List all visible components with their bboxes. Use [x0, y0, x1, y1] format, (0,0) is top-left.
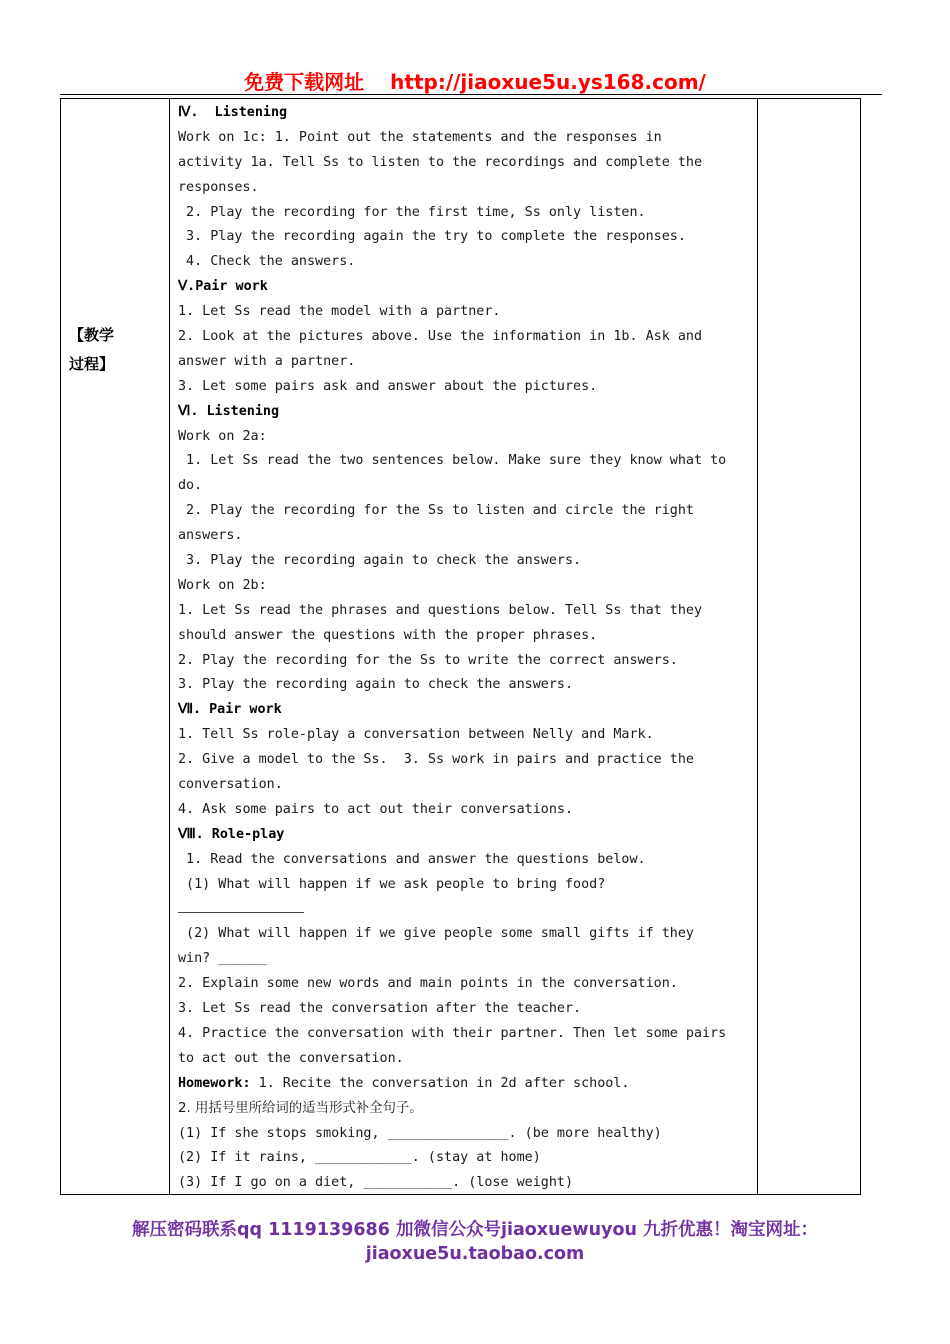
content-line: do. — [178, 478, 203, 494]
content-line: 2. Play the recording for the Ss to listen and circle the right — [178, 503, 694, 519]
content-line: (2) If it rains, ____________. (stay at home) — [178, 1150, 541, 1166]
content-line: (1) If she stops smoking, _______________. (be more healthy) — [178, 1125, 662, 1141]
content-line: 4. Practice the conversation with their partner. Then let some pairs — [178, 1025, 727, 1041]
page-footer — [40, 1218, 910, 1266]
content-line: 2. 用括号里所给词的适当形式补全句子。 — [178, 1100, 423, 1116]
row-label-line: 【教学 — [69, 326, 115, 344]
footer-store-link[interactable]: jiaoxue5u.taobao.com — [365, 1244, 585, 1264]
content-line: 1. Let Ss read the phrases and questions below. Tell Ss that they — [178, 602, 703, 618]
content-line: (3) If I go on a diet, ___________. (lose weight) — [178, 1175, 574, 1191]
content-line: 3. Let some pairs ask and answer about the pictures. — [178, 378, 598, 394]
homework-line — [178, 1072, 762, 1097]
answer-blank — [178, 898, 304, 913]
header-site-name: 免费下载网址 — [244, 70, 365, 94]
section-heading: Ⅴ.Pair work — [178, 279, 268, 295]
content-line: 4. Check the answers. — [178, 254, 356, 270]
content-line: Work on 2a: — [178, 428, 267, 444]
content-line: to act out the conversation. — [178, 1050, 404, 1066]
content-line: activity 1a. Tell Ss to listen to the recordings and complete the — [178, 154, 703, 170]
homework-text: 1. Recite the conversation in 2d after school. — [250, 1075, 630, 1091]
content-line: (2) What will happen if we give people some small gifts if they — [178, 926, 694, 942]
lesson-table — [60, 98, 861, 1195]
content-line: 1. Let Ss read the two sentences below. Make sure they know what to — [178, 453, 727, 469]
content-line: should answer the questions with the proper phrases. — [178, 627, 598, 643]
page-header — [0, 66, 950, 95]
header-url-link[interactable]: http://jiaoxue5u.ys168.com/ — [390, 70, 706, 94]
content-line: 3. Play the recording again the try to complete the responses. — [178, 229, 686, 245]
section-heading: Ⅶ. Pair work — [178, 702, 282, 718]
homework-label: Homework: — [178, 1075, 251, 1091]
answer-blank-line — [178, 898, 762, 923]
footer-contact-line: 解压密码联系qq 1119139686 加微信公众号jiaoxuewuyou 九折优惠！淘宝网址： — [131, 1220, 819, 1240]
content-line: 3. Play the recording again to check the answers. — [178, 677, 574, 693]
row-label-line: 过程】 — [69, 355, 115, 373]
content-line: 2. Explain some new words and main points in the conversation. — [178, 976, 678, 992]
content-line: 2. Look at the pictures above. Use the information in 1b. Ask and — [178, 329, 703, 345]
content-line: 3. Let Ss read the conversation after the teacher. — [178, 1001, 582, 1017]
section-heading: Ⅷ. Role-play — [178, 826, 285, 842]
content-line: 2. Play the recording for the first time, Ss only listen. — [178, 204, 646, 220]
content-line: Work on 2b: — [178, 577, 267, 593]
row-label-teaching-process — [69, 321, 169, 379]
content-line: (1) What will happen if we ask people to bring food? — [178, 876, 606, 892]
content-line: answer with a partner. — [178, 353, 356, 369]
content-line: responses. — [178, 179, 259, 195]
content-line: win? ______ — [178, 951, 267, 967]
content-line: answers. — [178, 528, 243, 544]
content-line: 3. Play the recording again to check the answers. — [178, 553, 582, 569]
content-line: Work on 1c: 1. Point out the statements and the responses in — [178, 129, 662, 145]
content-line: 1. Let Ss read the model with a partner. — [178, 304, 501, 320]
content-line: 2. Give a model to the Ss. 3. Ss work in pairs and practice the — [178, 752, 694, 768]
table-column-divider — [169, 99, 170, 1194]
header-divider — [60, 94, 882, 95]
content-line: 1. Read the conversations and answer the questions below. — [178, 851, 646, 867]
teaching-process-content — [178, 101, 762, 1196]
content-line: 4. Ask some pairs to act out their conversations. — [178, 801, 574, 817]
content-line: 1. Tell Ss role-play a conversation between Nelly and Mark. — [178, 727, 654, 743]
content-line: 2. Play the recording for the Ss to write the correct answers. — [178, 652, 678, 668]
section-heading: Ⅵ. Listening — [178, 403, 280, 419]
section-heading: Ⅳ. Listening — [178, 105, 288, 120]
content-line: conversation. — [178, 777, 283, 793]
